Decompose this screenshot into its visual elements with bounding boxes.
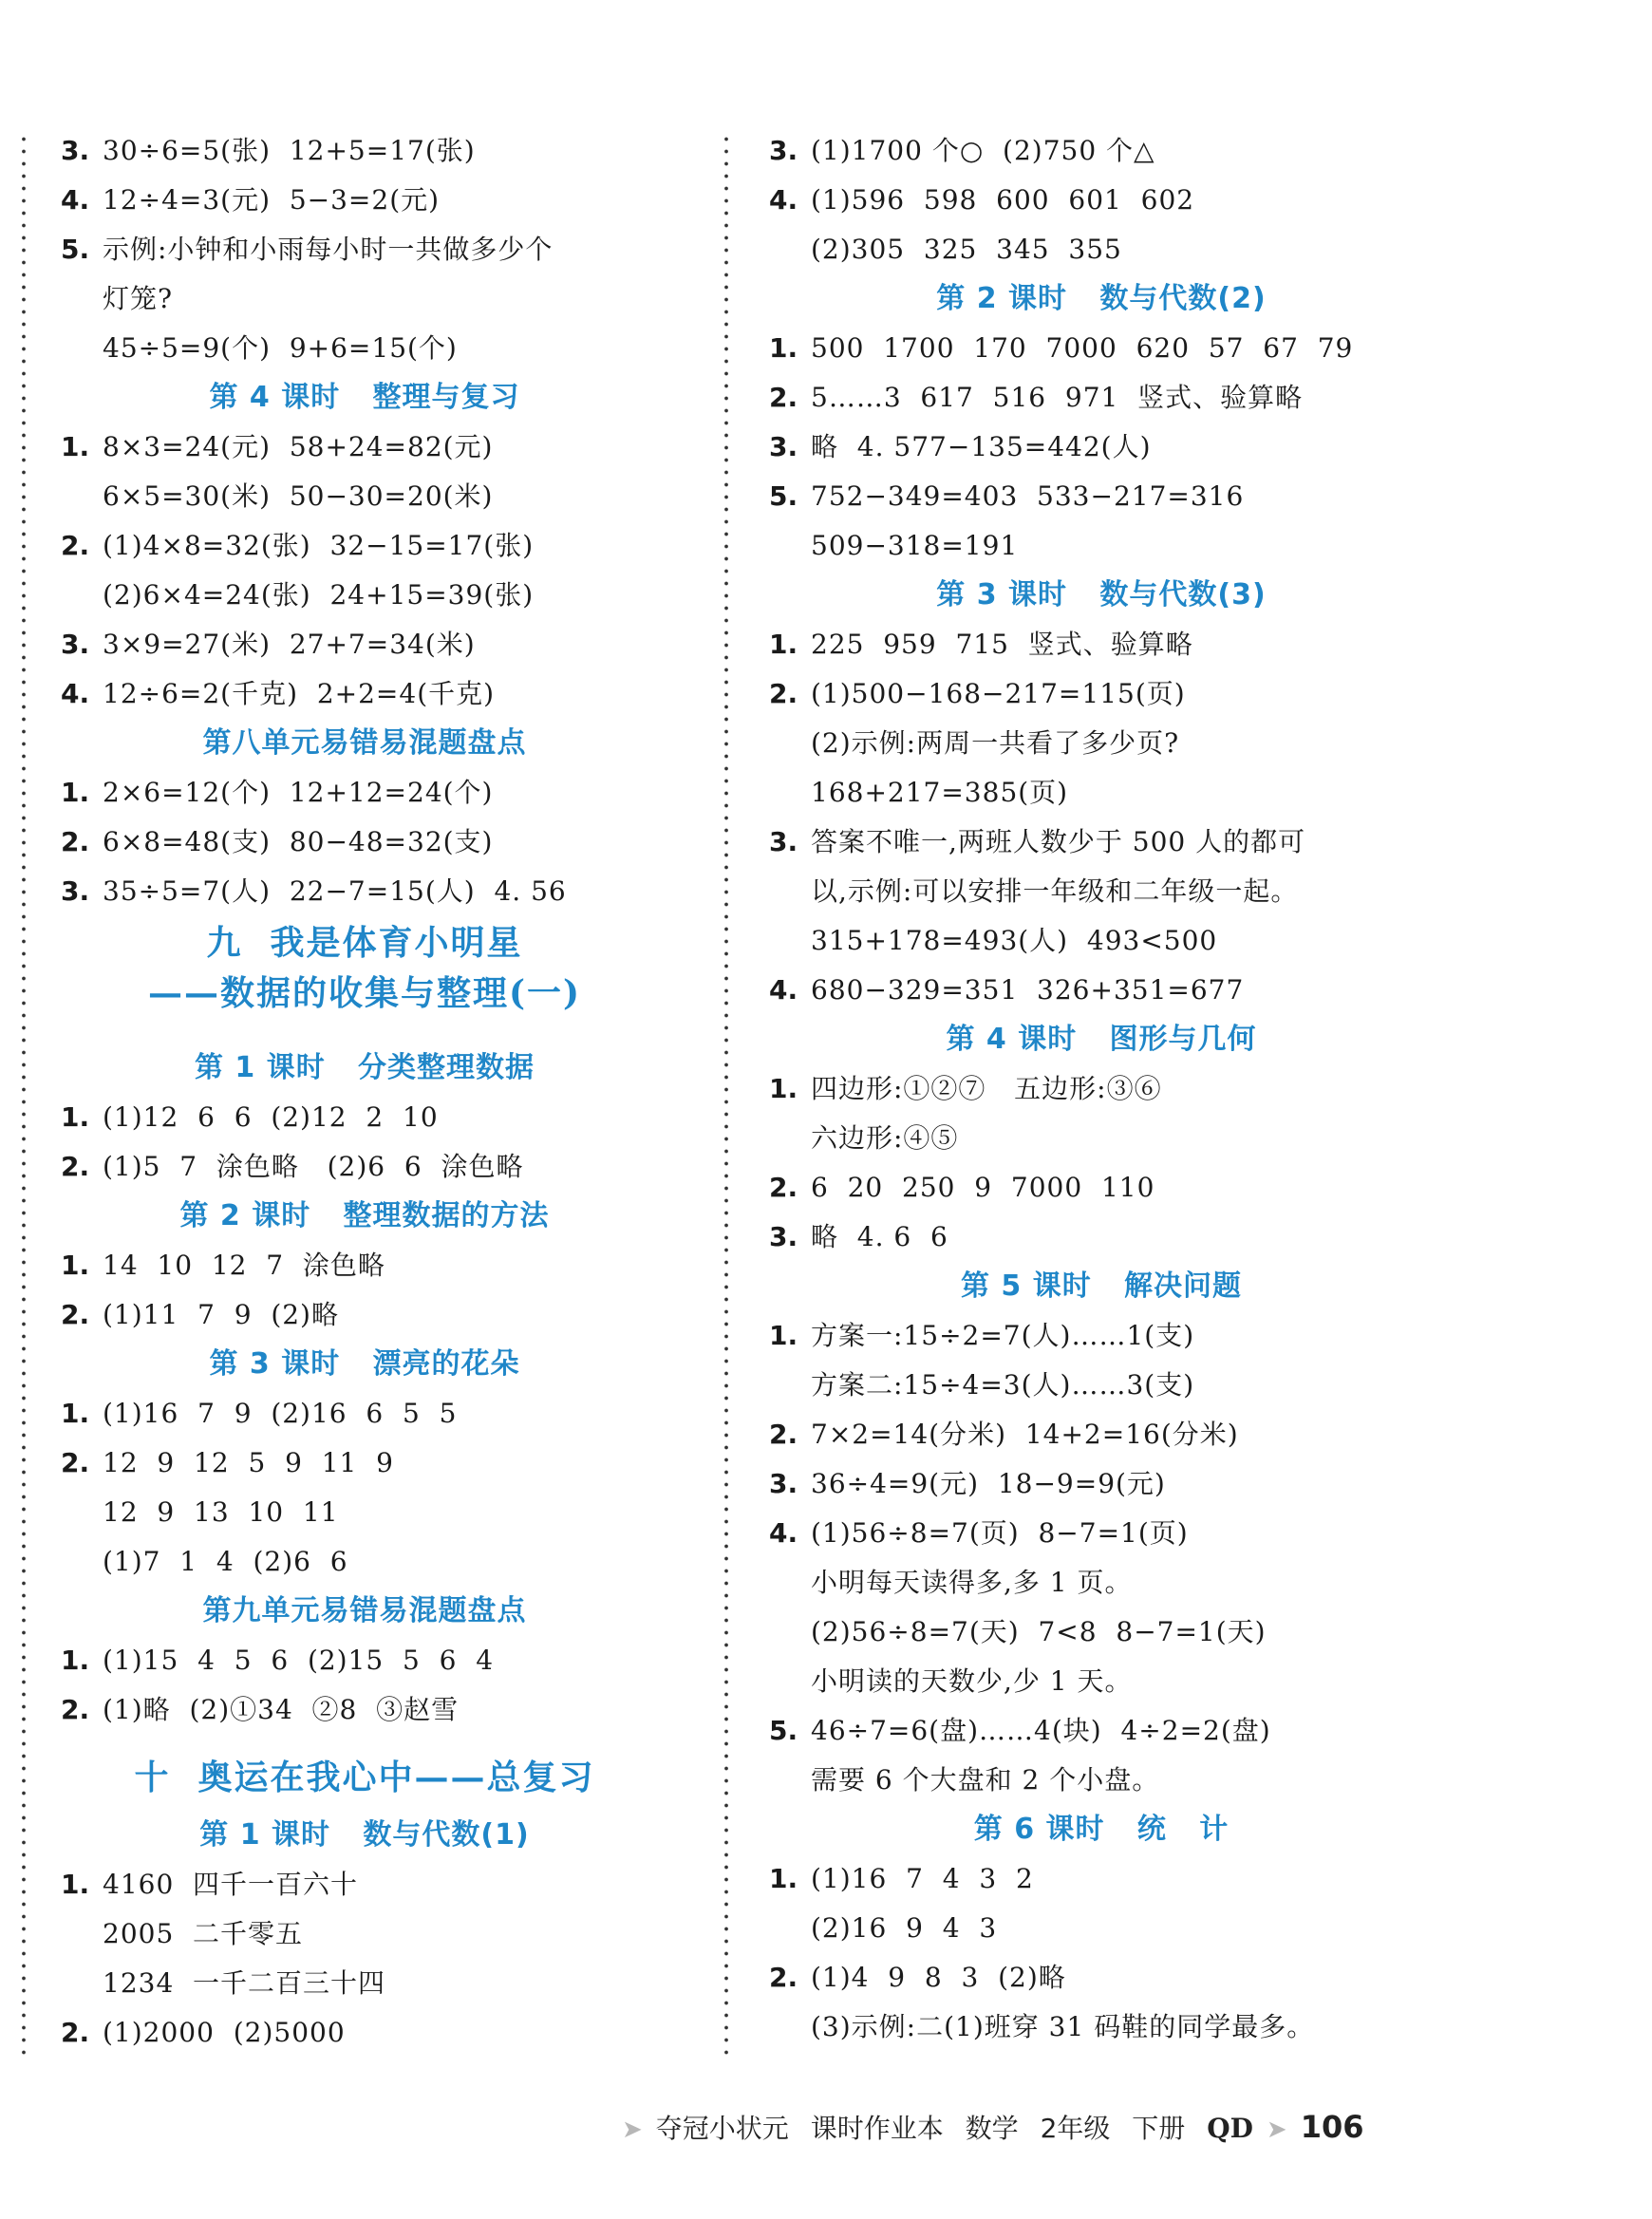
answer-line — [769, 1608, 1434, 1657]
answer-text: (1)4×8=32(张) 32−15=17(张) — [103, 530, 535, 561]
answer-text: 小明读的天数少,少 1 天。 — [811, 1665, 1133, 1697]
answer-line — [61, 1439, 668, 1488]
answer-text: (1)4 9 8 3 (2)略 — [811, 1962, 1066, 1993]
question-number: 3. — [769, 135, 798, 166]
lesson-heading — [61, 1192, 668, 1241]
answer-line — [61, 818, 668, 867]
question-number: 5. — [61, 234, 90, 265]
question-number: 3. — [769, 1468, 798, 1499]
lesson-heading — [61, 1811, 668, 1860]
answer-text: 680−329=351 326+351=677 — [811, 974, 1245, 1006]
lesson-heading — [61, 719, 668, 768]
answer-text: 小明每天读得多,多 1 页。 — [811, 1567, 1133, 1598]
lesson-heading — [769, 1015, 1434, 1064]
heading-text: 第 2 课时 整理数据的方法 — [179, 1199, 550, 1232]
answer-text: (1)5 7 涂色略 (2)6 6 涂色略 — [103, 1151, 524, 1182]
answer-line — [769, 916, 1434, 966]
answer-line — [61, 1488, 668, 1537]
answer-text: 六边形:④⑤ — [811, 1122, 959, 1154]
answer-line — [769, 1410, 1434, 1459]
answer-text: 7×2=14(分米) 14+2=16(分米) — [811, 1419, 1239, 1450]
answer-text: (1)15 4 5 6 (2)15 5 6 4 — [103, 1645, 495, 1676]
answer-text: 四边形:①②⑦ 五边形:③⑥ — [811, 1073, 1162, 1104]
question-number: 1. — [61, 1869, 90, 1900]
answer-text: (2)6×4=24(张) 24+15=39(张) — [103, 579, 535, 611]
answer-text: 752−349=403 533−217=316 — [811, 480, 1245, 512]
answer-text: (2)示例:两周一共看了多少页? — [811, 727, 1180, 759]
heading-text: 第 4 课时 整理与复习 — [209, 381, 520, 414]
answer-text: 略 4. 6 6 — [811, 1221, 948, 1252]
answer-text: (3)示例:二(1)班穿 31 码鞋的同学最多。 — [811, 2011, 1315, 2042]
answer-text: 45÷5=9(个) 9+6=15(个) — [103, 332, 458, 364]
question-number: 4. — [769, 184, 798, 216]
answer-line — [61, 571, 668, 620]
answer-line — [769, 1459, 1434, 1509]
heading-text: 第 1 课时 分类整理数据 — [194, 1051, 535, 1084]
answer-line — [769, 818, 1434, 867]
footer-brand: 夺冠小状元 — [655, 2113, 789, 2144]
question-number: 5. — [769, 480, 798, 512]
lesson-heading — [61, 1044, 668, 1093]
question-number: 2. — [61, 1447, 90, 1478]
answer-line — [769, 669, 1434, 719]
answer-line — [61, 176, 668, 225]
heading-text: 第 3 课时 数与代数(3) — [936, 578, 1267, 611]
answer-text: (1)略 (2)①34 ②8 ③赵雪 — [103, 1694, 460, 1725]
answer-line — [769, 1114, 1434, 1163]
question-number: 3. — [61, 629, 90, 660]
answer-line — [769, 1756, 1434, 1805]
question-number: 1. — [61, 1645, 90, 1676]
answer-text: 需要 6 个大盘和 2 个小盘。 — [811, 1764, 1160, 1796]
unit-title — [61, 969, 668, 1023]
question-number: 2. — [769, 1962, 798, 1993]
answer-text: 14 10 12 7 涂色略 — [103, 1250, 385, 1281]
question-number: 2. — [769, 1419, 798, 1450]
answer-line — [769, 1064, 1434, 1114]
lesson-heading — [769, 1805, 1434, 1854]
answer-line — [769, 1361, 1434, 1410]
answer-line — [769, 1509, 1434, 1558]
question-number: 1. — [769, 332, 798, 364]
question-number: 5. — [769, 1715, 798, 1746]
heading-text: 第 5 课时 解决问题 — [960, 1269, 1243, 1303]
answer-line — [61, 324, 668, 373]
answer-line — [769, 1163, 1434, 1213]
unit-title-text: 十 奥运在我心中——总复习 — [134, 1758, 595, 1797]
answer-line — [769, 768, 1434, 818]
answer-text: 1234 一千二百三十四 — [103, 1967, 386, 1999]
answer-line — [61, 1860, 668, 1909]
answer-line — [61, 1093, 668, 1142]
answer-text: (1)16 7 9 (2)16 6 5 5 — [103, 1398, 458, 1429]
heading-text: 第九单元易错易混题盘点 — [202, 1594, 527, 1627]
answer-text: 方案二:15÷4=3(人)……3(支) — [811, 1369, 1195, 1401]
question-number: 3. — [769, 826, 798, 857]
lesson-heading — [769, 274, 1434, 324]
answer-text: 答案不唯一,两班人数少于 500 人的都可 — [811, 826, 1306, 857]
question-number: 1. — [769, 1320, 798, 1351]
answer-text: 12÷6=2(千克) 2+2=4(千克) — [103, 678, 496, 709]
answer-line — [769, 620, 1434, 669]
answer-text: (1)56÷8=7(页) 8−7=1(页) — [811, 1517, 1189, 1549]
heading-text: 第 6 课时 统 计 — [973, 1813, 1230, 1846]
spacer — [61, 1023, 668, 1044]
question-number: 2. — [61, 826, 90, 857]
answer-text: 225 959 715 竖式、验算略 — [811, 629, 1193, 660]
footer-book: 课时作业本 — [810, 2113, 944, 2144]
answer-text: (1)596 598 600 601 602 — [811, 184, 1195, 216]
question-number: 1. — [61, 1250, 90, 1281]
answer-text: (2)305 325 345 355 — [811, 234, 1122, 265]
answer-line — [61, 521, 668, 571]
answer-text: 灯笼? — [103, 283, 174, 314]
lesson-heading — [61, 1340, 668, 1389]
footer-grade: 2年级 — [1040, 2113, 1111, 2144]
question-number: 3. — [61, 875, 90, 907]
heading-text: 第 1 课时 数与代数(1) — [199, 1818, 530, 1852]
question-number: 1. — [61, 431, 90, 462]
answer-line — [61, 423, 668, 472]
answer-line — [769, 324, 1434, 373]
answer-line — [769, 126, 1434, 176]
answer-line — [61, 1241, 668, 1290]
binding-dots-right — [723, 133, 729, 2058]
answer-text: (2)16 9 4 3 — [811, 1912, 998, 1944]
answer-text: (1)11 7 9 (2)略 — [103, 1299, 339, 1330]
question-number: 4. — [769, 1517, 798, 1549]
answer-line — [769, 1953, 1434, 2003]
question-number: 2. — [769, 678, 798, 709]
answer-line — [769, 1311, 1434, 1361]
answer-line — [61, 1959, 668, 2008]
heading-text: 第 4 课时 图形与几何 — [946, 1023, 1257, 1056]
answer-text: (1)12 6 6 (2)12 2 10 — [103, 1101, 439, 1133]
answer-text: 6 20 250 9 7000 110 — [811, 1172, 1155, 1203]
page-footer — [622, 2106, 1377, 2148]
question-number: 2. — [61, 1151, 90, 1182]
answer-text: 8×3=24(元) 58+24=82(元) — [103, 431, 494, 462]
question-number: 4. — [61, 184, 90, 216]
answer-text: 12 9 12 5 9 11 9 — [103, 1447, 394, 1478]
answer-line — [769, 176, 1434, 225]
answer-text: 500 1700 170 7000 620 57 67 79 — [811, 332, 1354, 364]
answer-line — [61, 620, 668, 669]
question-number: 4. — [61, 678, 90, 709]
answer-line — [769, 719, 1434, 768]
answer-line — [61, 1685, 668, 1735]
answer-text: 2×6=12(个) 12+12=24(个) — [103, 777, 494, 808]
question-number: 2. — [61, 1694, 90, 1725]
answer-text: (1)1700 个○ (2)750 个△ — [811, 135, 1155, 166]
answer-line — [61, 1290, 668, 1340]
lesson-heading — [61, 1587, 668, 1636]
answer-line — [61, 274, 668, 324]
answer-text: (1)7 1 4 (2)6 6 — [103, 1546, 348, 1577]
question-number: 4. — [769, 974, 798, 1006]
answer-text: 2005 二千零五 — [103, 1918, 304, 1949]
answer-line — [61, 225, 668, 274]
question-number: 3. — [769, 431, 798, 462]
heading-text: 第 3 课时 漂亮的花朵 — [209, 1347, 520, 1381]
unit-title — [61, 916, 668, 969]
unit-title-text: ——数据的收集与整理(一) — [147, 973, 582, 1013]
answer-line — [769, 225, 1434, 274]
answer-line — [769, 1854, 1434, 1904]
answer-text: (2)56÷8=7(天) 7<8 8−7=1(天) — [811, 1616, 1267, 1647]
answer-line — [61, 126, 668, 176]
answer-line — [61, 472, 668, 521]
answer-line — [61, 1537, 668, 1587]
answer-line — [61, 768, 668, 818]
question-number: 1. — [769, 1073, 798, 1104]
question-number: 1. — [61, 777, 90, 808]
unit-title — [61, 1744, 668, 1811]
answer-line — [769, 521, 1434, 571]
binding-dots-left — [21, 133, 27, 2058]
answer-text: 3×9=27(米) 27+7=34(米) — [103, 629, 476, 660]
answer-text: 12÷4=3(元) 5−3=2(元) — [103, 184, 441, 216]
question-number: 2. — [61, 2017, 90, 2048]
answer-line — [769, 1558, 1434, 1608]
answer-text: 12 9 13 10 11 — [103, 1496, 339, 1528]
answer-line — [61, 867, 668, 916]
answer-text: 30÷6=5(张) 12+5=17(张) — [103, 135, 476, 166]
answer-line — [61, 669, 668, 719]
answer-text: 4160 四千一百六十 — [103, 1869, 359, 1900]
answer-text: (1)500−168−217=115(页) — [811, 678, 1186, 709]
question-number: 2. — [769, 1172, 798, 1203]
answer-text: 方案一:15÷2=7(人)……1(支) — [811, 1320, 1195, 1351]
question-number: 1. — [61, 1398, 90, 1429]
question-number: 1. — [61, 1101, 90, 1133]
answer-text: 6×5=30(米) 50−30=20(米) — [103, 480, 494, 512]
answer-text: 示例:小钟和小雨每小时一共做多少个 — [103, 234, 554, 265]
footer-subject: 数学 — [965, 2113, 1019, 2144]
answer-text: 以,示例:可以安排一年级和二年级一起。 — [811, 875, 1299, 907]
question-number: 1. — [769, 1863, 798, 1894]
answer-line — [769, 966, 1434, 1015]
answer-line — [769, 1657, 1434, 1706]
answer-text: (1)2000 (2)5000 — [103, 2017, 346, 2048]
arrow-icon: ➤ — [622, 2116, 643, 2144]
footer-code: QD — [1207, 2113, 1253, 2144]
footer-volume: 下册 — [1132, 2113, 1186, 2144]
answer-line — [769, 373, 1434, 423]
answer-line — [769, 1213, 1434, 1262]
question-number: 1. — [769, 629, 798, 660]
question-number: 3. — [769, 1221, 798, 1252]
question-number: 2. — [61, 1299, 90, 1330]
lesson-heading — [769, 571, 1434, 620]
answer-text: 35÷5=7(人) 22−7=15(人) 4. 56 — [103, 875, 567, 907]
question-number: 2. — [61, 530, 90, 561]
lesson-heading — [769, 1262, 1434, 1311]
answer-text: 315+178=493(人) 493<500 — [811, 925, 1218, 956]
answer-line — [61, 1389, 668, 1439]
answer-line — [61, 1636, 668, 1685]
lesson-heading — [61, 373, 668, 423]
answer-text: 6×8=48(支) 80−48=32(支) — [103, 826, 494, 857]
answer-line — [61, 1909, 668, 1959]
heading-text: 第 2 课时 数与代数(2) — [936, 282, 1267, 315]
answer-text: 46÷7=6(盘)……4(块) 4÷2=2(盘) — [811, 1715, 1271, 1746]
answer-text: 略 4. 577−135=442(人) — [811, 431, 1152, 462]
answer-text: 168+217=385(页) — [811, 777, 1069, 808]
answer-text: 5……3 617 516 971 竖式、验算略 — [811, 382, 1304, 413]
answer-text: 509−318=191 — [811, 530, 1019, 561]
answer-line — [769, 2003, 1434, 2052]
question-number: 2. — [769, 382, 798, 413]
answer-line — [61, 2008, 668, 2058]
answer-line — [61, 1142, 668, 1192]
answer-line — [769, 867, 1434, 916]
answer-line — [769, 1904, 1434, 1953]
answer-text: 36÷4=9(元) 18−9=9(元) — [811, 1468, 1166, 1499]
answer-text: (1)16 7 4 3 2 — [811, 1863, 1034, 1894]
answer-line — [769, 472, 1434, 521]
heading-text: 第八单元易错易混题盘点 — [202, 726, 527, 760]
left-column — [61, 126, 668, 2058]
arrow-icon: ➤ — [1266, 2116, 1287, 2144]
question-number: 3. — [61, 135, 90, 166]
right-column — [769, 126, 1434, 2052]
page-number: 106 — [1300, 2109, 1364, 2145]
unit-title-text: 九 我是体育小明星 — [206, 923, 523, 963]
answer-line — [769, 1706, 1434, 1756]
answer-line — [769, 423, 1434, 472]
